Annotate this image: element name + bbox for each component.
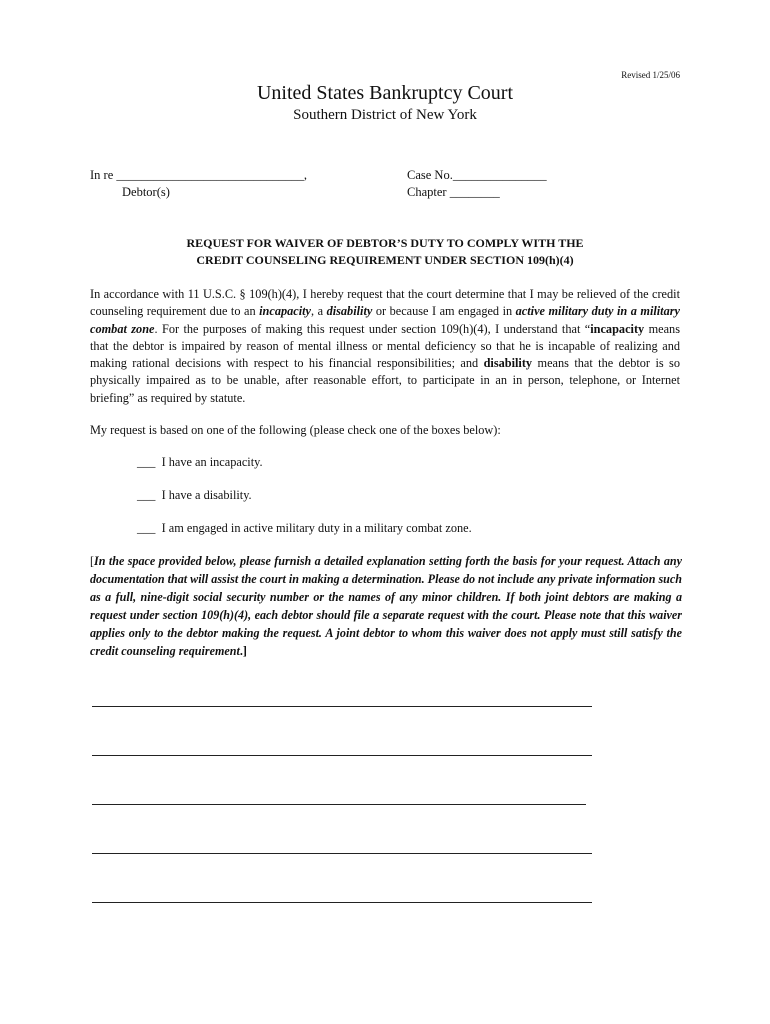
- explanation-line-2[interactable]: [92, 755, 592, 756]
- option-military[interactable]: ___ I am engaged in active military duty in a military combat zone.: [137, 521, 472, 535]
- in-re-field[interactable]: In re ______________________________,: [90, 168, 307, 182]
- explanation-line-1[interactable]: [92, 706, 592, 707]
- chapter-field[interactable]: Chapter ________: [407, 185, 500, 199]
- option-incapacity[interactable]: ___ I have an incapacity.: [137, 455, 263, 469]
- document-heading: [0, 235, 770, 269]
- explanation-line-3[interactable]: [92, 804, 586, 805]
- heading-line-2: CREDIT COUNSELING REQUIREMENT UNDER SECTION 109(h)(4): [196, 253, 574, 267]
- debtor-label: Debtor(s): [122, 185, 170, 199]
- court-title: United States Bankruptcy Court: [256, 82, 514, 104]
- revised-date: Revised 1/25/06: [621, 70, 680, 80]
- instructions-paragraph: [In the space provided below, please furnish a detailed explanation setting forth the basis for your request. Attach any documentation that will assist the court in making a determination. Please do not include any private information such as a full, nine-digit social security number or the names of any minor children. If both joint debtors are making a request under section 109(h)(4), each debtor should file a separate request with the court. Please note that this waiver applies only to the debtor making the request. A joint debtor to whom this waiver does not apply must still satisfy the credit counseling requirement.]: [90, 554, 682, 658]
- district-name: Southern District of New York: [293, 107, 477, 123]
- heading-line-1: REQUEST FOR WAIVER OF DEBTOR’S DUTY TO COMPLY WITH THE: [186, 236, 584, 250]
- option-disability[interactable]: ___ I have a disability.: [137, 488, 252, 502]
- explanation-line-4[interactable]: [92, 853, 592, 854]
- request-basis-text: My request is based on one of the following (please check one of the boxes below):: [90, 423, 501, 437]
- explanation-line-5[interactable]: [92, 902, 592, 903]
- case-number-field[interactable]: Case No._______________: [407, 168, 547, 182]
- request-paragraph: In accordance with 11 U.S.C. § 109(h)(4), I hereby request that the court determine that I may be relieved of the credit counseling requirement due to an incapacity, a disability or because I am engaged in active military duty in a military combat zone. For the purposes of making this request under section 109(h)(4), I understand that “incapacity means that the debtor is impaired by reason of mental illness or mental deficiency so that he is incapable of realizing and making rational decisions with respect to his financial responsibilities; and disability means that the debtor is so physically impaired as to be unable, after reasonable effort, to participate in an in person, telephone, or Internet briefing” as required by statute.: [90, 287, 680, 405]
